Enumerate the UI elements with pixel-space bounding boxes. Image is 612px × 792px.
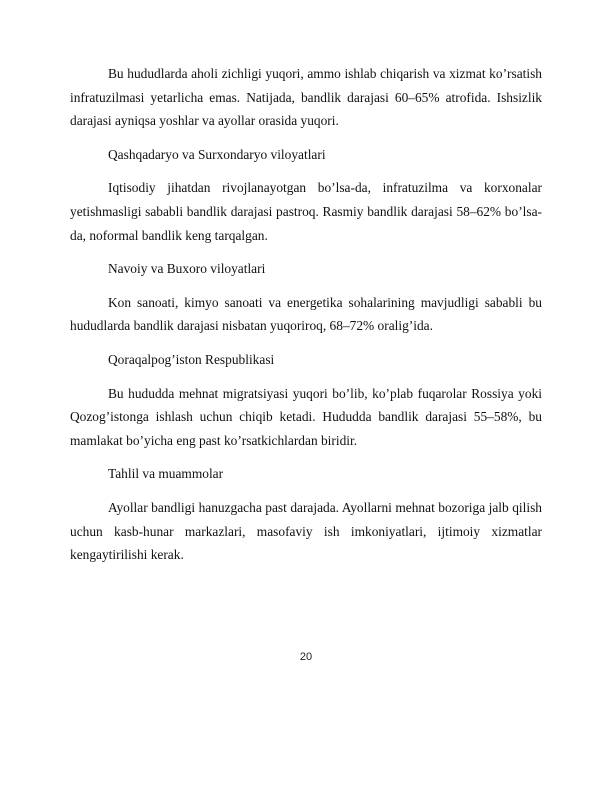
paragraph-qashqadaryo-surxondaryo: Iqtisodiy jihatdan rivojlanayotgan bo’lsa-da, infratuzilma va korxonalar yetishmasligi sababli bandlik darajasi pastroq. Rasmiy bandlik darajasi 58–62% bo’lsa-da, noformal bandlik keng tarqalgan. — [70, 180, 542, 243]
paragraph-population-density: Bu hududlarda aholi zichligi yuqori, ammo ishlab chiqarish va xizmat ko’rsatish infratuzilmasi yetarlicha emas. Natijada, bandlik darajasi 60–65% atrofida. Ishsizlik darajasi ayniqsa yoshlar va ayollar orasida yuqori. — [70, 66, 542, 129]
heading-qashqadaryo-surxondaryo: Qashqadaryo va Surxondaryo viloyatlari — [108, 146, 326, 162]
paragraph-tahlil-muammolar: Ayollar bandligi hanuzgacha past darajada. Ayollarni mehnat bozoriga jalb qilish uchun kasb-hunar markazlari, masofaviy ish imkoniyatlari, ijtimoiy xizmatlar kengaytirilishi kerak. — [70, 499, 542, 563]
paragraph-navoiy-buxoro: Kon sanoati, kimyo sanoati va energetika sohalarining mavjudligi sababli bu hududlarda bandlik darajasi nisbatan yuqoriroq, 68–72% oralig’ida. — [70, 294, 542, 334]
paragraph-qoraqalpogiston: Bu hududda mehnat migratsiyasi yuqori bo’lib, ko’plab fuqarolar Rossiya yoki Qozog’istonga ishlash uchun chiqib ketadi. Hududda bandlik darajasi 55–58%, bu mamlakat bo’yicha eng past ko’rsatkichlardan biridir. — [70, 385, 542, 448]
heading-tahlil-muammolar: Tahlil va muammolar — [108, 466, 224, 482]
heading-navoiy-buxoro: Navoiy va Buxoro viloyatlari — [108, 261, 266, 277]
page-number: 20 — [299, 651, 313, 663]
document-page — [70, 62, 542, 577]
heading-qoraqalpogiston: Qoraqalpog’iston Respublikasi — [108, 351, 275, 367]
